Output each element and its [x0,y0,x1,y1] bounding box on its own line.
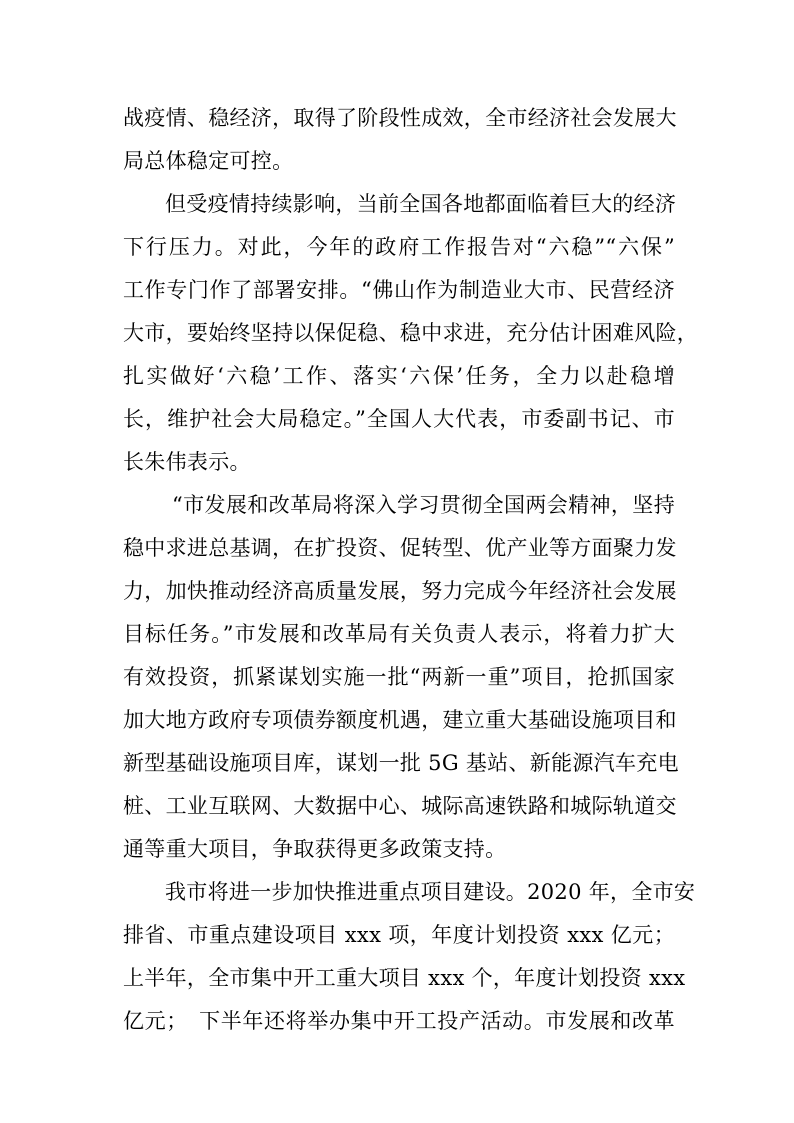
body-text-line: 稳中求进总基调，在扩投资、促转型、优产业等方面聚力发 [123,536,677,560]
body-text-line: 大市，要始终坚持以保促稳、稳中求进，充分估计困难风险， [123,321,699,345]
body-text-line: 工作专门作了部署安排。“佛山作为制造业大市、民营经济 [123,278,675,302]
body-text-line: 战疫情、稳经济，取得了阶段性成效，全市经济社会发展大 [123,106,677,130]
body-text-line: 新型基础设施项目库，谋划一批 5G 基站、新能源汽车充电 [123,751,679,775]
body-text-line: 我市将进一步加快推进重点项目建设。2020 年，全市安 [165,880,696,904]
body-text-line: 桩、工业互联网、大数据中心、城际高速铁路和城际轨道交 [123,794,677,818]
body-text-line: 长，维护社会大局稳定。”全国人大代表，市委副书记、市 [123,407,675,431]
body-text-line: 上半年，全市集中开工重大项目 xxx 个，年度计划投资 xxx [123,966,686,990]
body-text-line: 目标任务。”市发展和改革局有关负责人表示，将着力扩大 [123,622,675,646]
body-text-line: 排省、市重点建设项目 xxx 项，年度计划投资 xxx 亿元； [123,923,675,947]
body-text-line: 加大地方政府专项债券额度机遇，建立重大基础设施项目和 [123,708,677,732]
body-text-line: 通等重大项目，争取获得更多政策支持。 [123,837,507,861]
body-text-line: 扎实做好‘六稳’工作、落实‘六保’任务，全力以赴稳增 [123,364,675,388]
body-text-line: 但受疫情持续影响，当前全国各地都面临着巨大的经济 [165,192,677,216]
body-text-line: “市发展和改革局将深入学习贯彻全国两会精神，坚持 [172,493,675,517]
body-text-line: 有效投资，抓紧谋划实施一批“两新一重”项目，抢抓国家 [123,665,675,689]
body-text-line: 局总体稳定可控。 [123,149,294,173]
body-text-line: 长朱伟表示。 [123,450,251,474]
body-text-line: 下行压力。对此，今年的政府工作报告对“六稳”“六保” [123,235,675,259]
body-text-line: 亿元； 下半年还将举办集中开工投产活动。市发展和改革 [123,1009,675,1033]
body-text-line: 力，加快推动经济高质量发展，努力完成今年经济社会发展 [123,579,677,603]
